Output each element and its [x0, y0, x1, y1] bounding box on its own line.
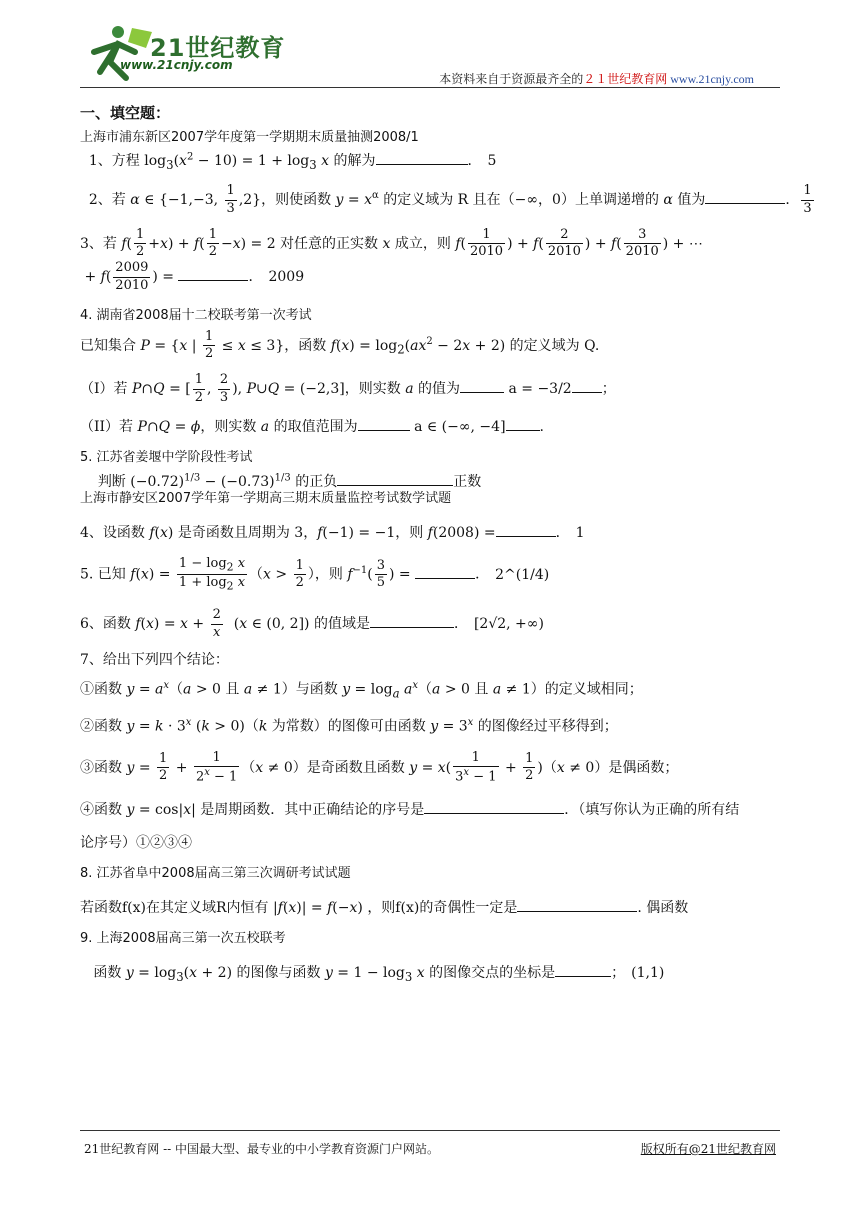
page-header: [0, 0, 860, 90]
header-url-link[interactable]: www.21cnjy.com: [670, 72, 754, 86]
question-5: 判断 $(-0.72)^{1/3} - (-0.73)^{1/3}$ 的正负 正数: [97, 472, 482, 490]
source-shanghai5: 9. 上海2008届高三第一次五校联考: [80, 930, 286, 946]
source-jingan: 上海市静安区2007学年第一学期高三期末质量监控考试数学试题: [80, 491, 452, 507]
question-j4: 4、设函数 f(x) 是奇函数且周期为 3，f(−1) = −1，则 f(2008) = ． 1: [80, 522, 780, 542]
document-body: [80, 104, 812, 985]
footer-divider: [80, 1130, 780, 1131]
section-title: 一、填空题：: [80, 104, 171, 122]
answer-j6: [2√2, +∞): [473, 616, 544, 633]
question-4-part1: （I）若 P∩Q = [ $\frac{1}{2}$ , $\frac{2}{3}$ ), P∪Q = (−2,3]，则实数 a 的值为 a = −3/2 ；: [80, 372, 616, 405]
answer-q2-den: 3: [803, 200, 812, 216]
source-fuzhong: 8. 江苏省阜中2008届高三第三次调研考试试题: [80, 865, 351, 881]
answer-q5: 正数: [453, 473, 482, 490]
question-j6: 6、函数 f(x) = x + $\frac{2}{x}$ (x ∈ (0, 2]) 的值域是 ． [2√2, +∞): [80, 607, 544, 640]
source-jiangsu: 5. 江苏省姜堰中学阶段性考试: [80, 449, 253, 465]
answer-q9: (1,1): [631, 964, 665, 981]
question-8: 若函数f(x)在其定义域R内恒有 |f(x)| = f(−x) ，则f(x)的奇偶性一定是 . 偶函数: [80, 897, 780, 917]
logo-url: www.21cnjy.com: [120, 58, 233, 72]
j7-answer-line: 论序号）①②③④: [80, 834, 192, 851]
header-note: 本资料来自于资源最齐全的２１世纪教育网 www.21cnjy.com: [439, 72, 754, 86]
answer-j7: ①②③④: [136, 834, 192, 851]
answer-q4-ii: a ∈ (−∞, −4]: [414, 418, 506, 435]
j7-statement-4: ④函数 y = cos|x| 是周期函数．其中正确结论的序号是 ．（填写你认为正确的所有结: [80, 799, 780, 819]
question-4-stem: 已知集合 P = {x | $\frac{1}{2}$ ≤ x ≤ 3}，函数 $f(x) = \log_2(ax^2 - 2x + 2)$ 的定义域为 Q.: [80, 328, 600, 361]
j7-statement-3: ③函数 y = $\frac{1}{2}$ + $\frac{1}{2^x - 1}$ （x ≠ 0）是奇函数且函数 y = x( $\frac{1}{3^x - 1}$ + $\frac{1}{2}$ )（x ≠ 0）是偶函数；: [80, 749, 679, 785]
source-hunan: 4. 湖南省2008届十二校联考第一次考试: [80, 307, 312, 323]
question-4-part2: （II）若 P∩Q = ϕ，则实数 a 的取值范围为 a ∈ (−∞, −4] .: [80, 416, 780, 436]
logo-text: 21世纪教育: [150, 34, 286, 62]
answer-j4: 1: [575, 524, 585, 541]
question-3: 3、若 f( $\frac{1}{2}$ +x) + f( $\frac{1}{2}$ −x) = 2 对任意的正实数 x 成立，则 f( $\frac{1}{2010}$ ) + f( $\frac{2}{2010}$ ) + f( $\frac{3}{2010}$ ) + ⋯: [80, 226, 703, 260]
question-2: 2、若 α ∈ {−1,−3, $\frac{1}{3}$ ,2}，则使函数 $y = x^\alpha$ 的定义域为 R 且在（−∞，0）上单调递增的 α 值为 ． $\frac{1}{3}$: [80, 183, 812, 216]
answer-q2-num: 1: [801, 183, 813, 200]
answer-j5: 2^(1/4): [495, 566, 550, 583]
question-1: 1、方程 $\log_3(x^2 - 10) = 1 + \log_3 x$ 的解为 ． 5: [80, 151, 497, 173]
question-3-cont: + f( $\frac{2009}{2010}$ ) = ． 2009: [80, 260, 305, 293]
header-divider: [80, 87, 780, 88]
question-9: 函数 $y = \log_3(x + 2)$ 的图像与函数 $y = 1 - \log_3 x$ 的图像交点的坐标是 ； (1,1): [80, 962, 780, 985]
answer-q3: 2009: [268, 269, 305, 286]
answer-q8: 偶函数: [646, 899, 689, 916]
question-j5: 5. 已知 f(x) = $\frac{1 - \log_2 x}{1 + \log_2 x}$ （x > $\frac{1}{2}$ ），则 $f^{-1}$( $\frac{3}{5}$ ) = ． 2^(1/4): [80, 556, 550, 593]
question-j7: 7、给出下列四个结论：: [80, 651, 229, 668]
answer-q1: 5: [487, 153, 497, 170]
j7-statement-1: ①函数 $y = a^x(a > 0$ 且 a ≠ 1）与函数 $y = \log_a a^x(a > 0$ 且 a ≠ 1）的定义域相同；: [80, 680, 643, 701]
footer-text: 21世纪教育网 -- 中国最大型、最专业的中小学教育资源门户网站。: [84, 1142, 440, 1156]
source-pudong: 上海市浦东新区2007学年度第一学期期末质量抽测2008/1: [80, 129, 419, 145]
answer-q4-i: a = −3/2: [508, 381, 572, 397]
footer-copyright-link[interactable]: 版权所有@21世纪教育网: [640, 1142, 776, 1156]
j7-statement-2: ②函数 $y = k \cdot 3^x$ (k > 0)（k 为常数）的图像可由函数 $y = 3^x$ 的图像经过平移得到；: [80, 716, 618, 735]
